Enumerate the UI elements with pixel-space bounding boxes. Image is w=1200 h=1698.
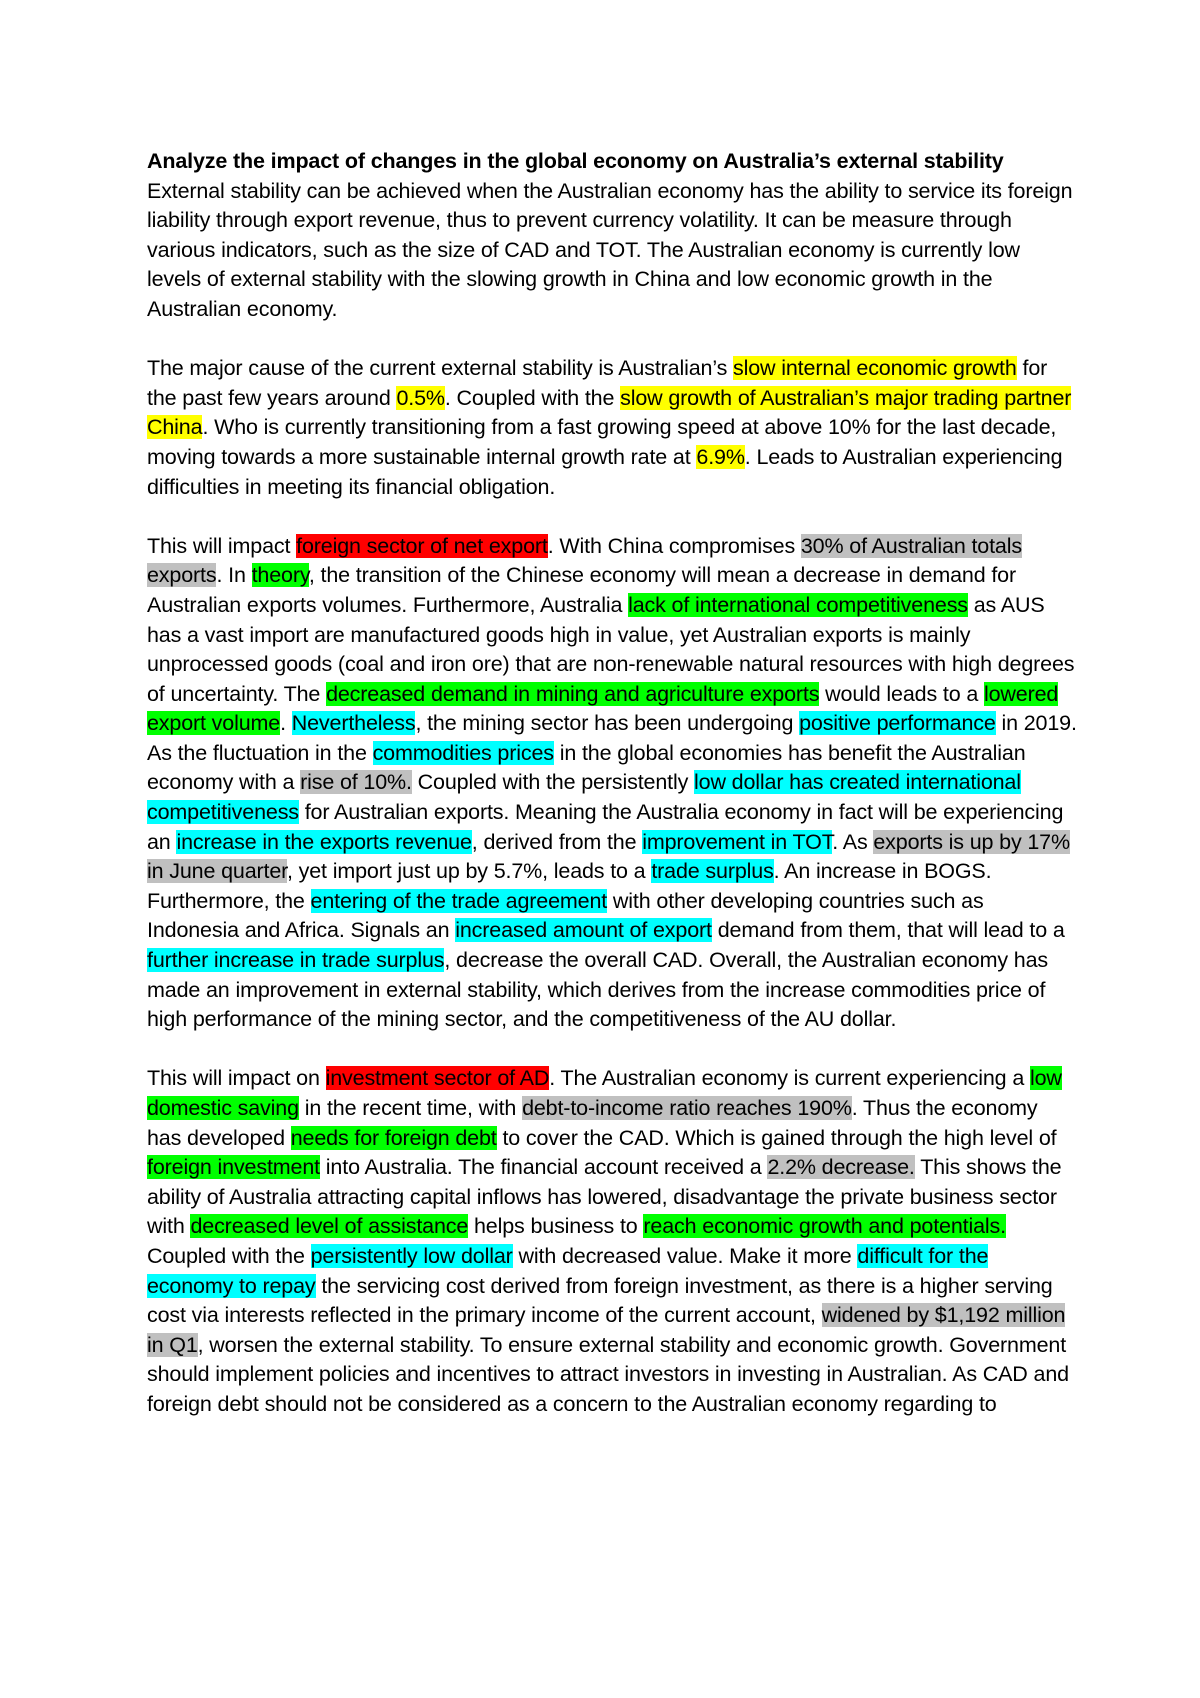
body-text: with decreased value. Make it more bbox=[512, 1243, 858, 1268]
highlighted-phrase-cyan: persistently low dollar bbox=[310, 1243, 513, 1268]
highlighted-phrase-cyan: further increase in trade surplus bbox=[147, 948, 445, 973]
highlighted-phrase-cyan: increase in the exports revenue bbox=[176, 829, 472, 854]
body-text: to cover the CAD. Which is gained through the high level of bbox=[496, 1125, 1057, 1150]
highlighted-phrase-yellow: slow internal economic growth bbox=[733, 356, 1017, 381]
body-text: . Thus the economy has developed bbox=[147, 1096, 1038, 1150]
body-text: This shows the ability of Australia attracting capital inflows has lowered, disadvantage the private business sector with bbox=[147, 1155, 1062, 1239]
body-text: . Who is currently transitioning from a fast growing speed at above 10% for the last decade, moving towards a more sustainable internal growth rate at bbox=[147, 415, 1057, 469]
body-text: in the global economies has benefit the Australian economy with a bbox=[147, 740, 1026, 795]
highlighted-phrase-green: foreign investment bbox=[147, 1155, 320, 1180]
highlighted-phrase-green: reach economic growth and potentials. bbox=[643, 1214, 1006, 1239]
body-text: in 2019. As the fluctuation in the bbox=[147, 711, 1077, 765]
body-text: . bbox=[280, 711, 292, 736]
body-text: the servicing cost derived from foreign investment, as there is a higher serving cost via interests reflected in the primary income of the current account, bbox=[147, 1273, 1053, 1328]
body-text: . An increase in BOGS. Furthermore, the bbox=[147, 859, 992, 913]
highlighted-phrase-green: decreased demand in mining and agriculture exports bbox=[326, 681, 820, 706]
body-text: would leads to a bbox=[819, 681, 984, 706]
highlighted-phrase-gray: exports is up by 17% in June quarter bbox=[147, 829, 1070, 884]
highlighted-phrase-cyan: Nevertheless bbox=[291, 711, 416, 736]
body-text: for Australian exports. Meaning the Australia economy in fact will be experiencing an bbox=[147, 800, 1064, 854]
body-text: , the transition of the Chinese economy will mean a decrease in demand for Australian exports volumes. Furthermore, Australia bbox=[147, 563, 1016, 617]
highlighted-phrase-cyan: commodities prices bbox=[372, 740, 554, 765]
highlighted-phrase-gray: rise of 10%. bbox=[300, 770, 412, 795]
body-text: . In bbox=[216, 563, 252, 588]
highlighted-phrase-cyan: entering of the trade agreement bbox=[310, 888, 608, 913]
title-paragraph bbox=[147, 147, 1077, 177]
body-text: demand from them, that will lead to a bbox=[711, 918, 1065, 943]
highlighted-phrase-gray: 30% of Australian totals exports bbox=[147, 533, 1022, 588]
document-title: Analyze the impact of changes in the global economy on Australia’s external stability bbox=[147, 149, 1004, 173]
body-text: , yet import just up by 5.7%, leads to a bbox=[287, 859, 652, 884]
highlighted-phrase-cyan: difficult for the economy to repay bbox=[147, 1243, 989, 1298]
highlighted-phrase-cyan: improvement in TOT bbox=[642, 829, 833, 854]
highlighted-phrase-green: theory bbox=[251, 563, 309, 588]
body-text: . Leads to Australian experiencing difficulties in meeting its financial obligation. bbox=[147, 444, 1063, 499]
body-text: helps business to bbox=[468, 1214, 644, 1239]
paragraph-2 bbox=[147, 354, 1077, 502]
highlighted-phrase-red: investment sector of AD bbox=[325, 1066, 550, 1091]
document-body bbox=[147, 147, 1077, 1449]
highlighted-phrase-gray: widened by $1,192 million in Q1 bbox=[147, 1303, 1066, 1357]
highlighted-phrase-red: foreign sector of net export bbox=[296, 533, 548, 558]
highlighted-phrase-cyan: increased amount of export bbox=[455, 918, 712, 943]
body-text: . The Australian economy is current experiencing a bbox=[549, 1066, 1030, 1091]
highlighted-phrase-cyan: positive performance bbox=[799, 711, 996, 736]
highlighted-phrase-cyan: trade surplus bbox=[651, 859, 774, 884]
highlighted-phrase-green: decreased level of assistance bbox=[190, 1214, 469, 1239]
highlighted-phrase-gray: 2.2% decrease. bbox=[767, 1155, 915, 1180]
body-text: , the mining sector has been undergoing bbox=[415, 711, 800, 736]
body-text: , worsen the external stability. To ensure external stability and economic growth. Government should implement policies and incentives to attract investors in investing in Australian. As CAD and foreign debt should not be considered as a concern to the Australian economy regarding to bbox=[147, 1332, 1069, 1416]
body-text: This will impact on bbox=[147, 1066, 326, 1091]
body-text: The major cause of the current external stability is Australian’s bbox=[147, 356, 734, 381]
body-text: External stability can be achieved when the Australian economy has the ability to service its foreign liability through export revenue, thus to prevent currency volatility. It can be measure through various indicators, such as the size of CAD and TOT. The Australian economy is currently low levels of external stability with the slowing growth in China and low economic growth in the Australian economy. bbox=[147, 178, 1073, 321]
body-text: for the past few years around bbox=[147, 356, 1048, 410]
highlighted-phrase-yellow: slow growth of Australian’s major trading partner China bbox=[147, 385, 1072, 440]
highlighted-phrase-green: lack of international competitiveness bbox=[628, 592, 968, 617]
highlighted-phrase-cyan: low dollar has created international competitiveness bbox=[147, 770, 1021, 825]
body-text: Coupled with the persistently bbox=[411, 770, 695, 795]
body-text: in the recent time, with bbox=[298, 1096, 523, 1120]
body-text: into Australia. The financial account received a bbox=[319, 1155, 768, 1180]
highlighted-phrase-green: needs for foreign debt bbox=[290, 1125, 497, 1150]
paragraph-4 bbox=[147, 1064, 1077, 1419]
highlighted-phrase-gray: debt-to-income ratio reaches 190% bbox=[522, 1096, 852, 1120]
highlighted-phrase-yellow: 6.9% bbox=[696, 444, 745, 469]
body-text: , derived from the bbox=[471, 829, 643, 854]
body-text: . Coupled with the bbox=[444, 385, 621, 410]
body-text: . With China compromises bbox=[547, 533, 801, 558]
body-text: This will impact bbox=[147, 533, 297, 558]
body-text: . As bbox=[832, 829, 874, 854]
highlighted-phrase-green: lowered export volume bbox=[147, 681, 1059, 736]
highlighted-phrase-yellow: 0.5% bbox=[396, 385, 445, 410]
paragraph-3 bbox=[147, 532, 1077, 1035]
highlighted-phrase-green: low domestic saving bbox=[147, 1066, 1062, 1120]
body-text: as AUS has a vast import are manufactured goods high in value, yet Australian exports is mainly unprocessed goods (coal and iron ore) that are non-renewable natural resources with high degrees of uncertainty. The bbox=[147, 592, 1075, 706]
body-text: , decrease the overall CAD. Overall, the Australian economy has made an improvement in external stability, which derives from the increase commodities price of high performance of the mining sector, and the competitiveness of the AU dollar. bbox=[147, 948, 1049, 1032]
body-text: with other developing countries such as Indonesia and Africa. Signals an bbox=[147, 888, 984, 943]
body-text: Coupled with the bbox=[147, 1243, 311, 1268]
paragraph-1 bbox=[147, 177, 1077, 325]
